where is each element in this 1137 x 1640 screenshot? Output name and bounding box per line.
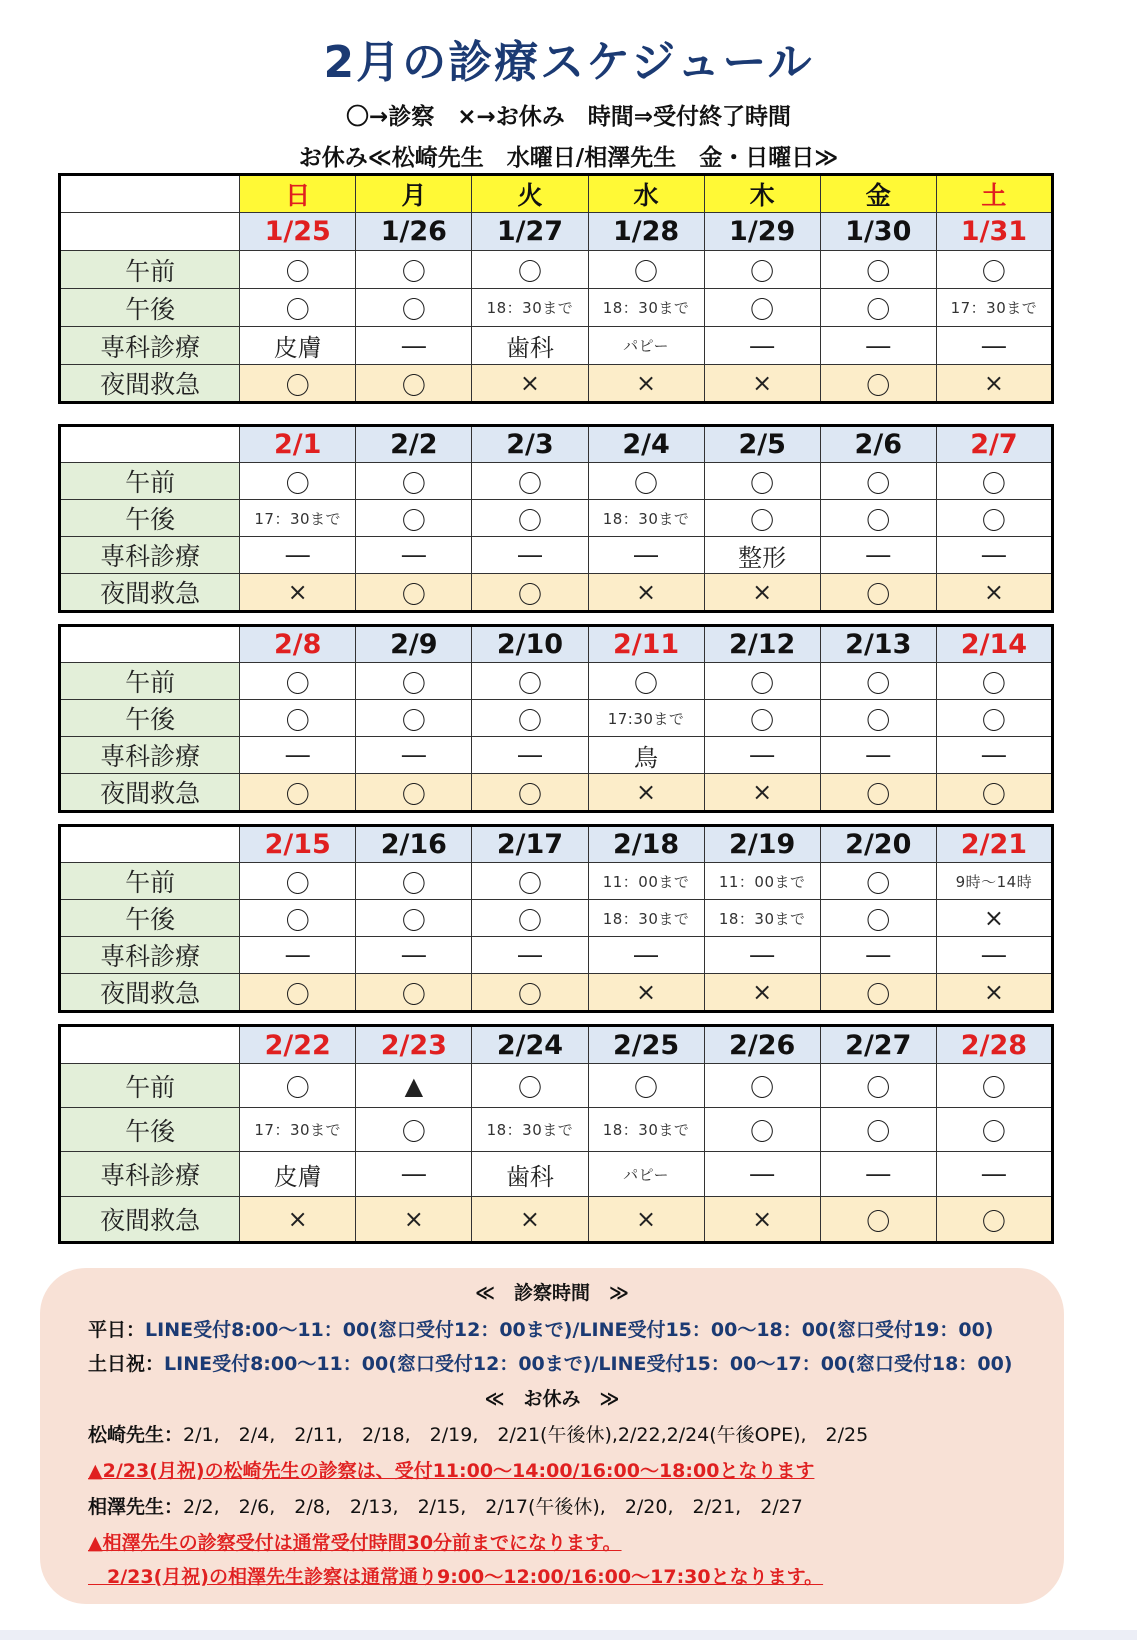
row-label: 専科診療 — [60, 327, 240, 365]
holiday-label: 土日祝： — [88, 1353, 165, 1375]
date-row — [60, 626, 1053, 663]
schedule-cell: 〇 — [472, 974, 588, 1012]
date-cell: 1/31 — [936, 213, 1052, 251]
schedule-cell: 〇 — [588, 251, 704, 289]
schedule-cell: 〇 — [820, 774, 936, 812]
aizawa-note-1: ▲相澤先生の診察受付は通常受付時間30分前までになります。 — [88, 1532, 622, 1554]
schedule-cell: ― — [240, 737, 356, 774]
date-cell: 2/2 — [356, 426, 472, 463]
schedule-cell: × — [704, 774, 820, 812]
schedule-cell: ― — [820, 537, 936, 574]
schedule-cell: 〇 — [704, 700, 820, 737]
info-box — [40, 1268, 1064, 1604]
weekday-header-row — [60, 175, 1053, 213]
schedule-cell: 〇 — [356, 700, 472, 737]
schedule-cell: 〇 — [472, 251, 588, 289]
schedule-cell: ― — [704, 1152, 820, 1197]
corner-cell — [60, 426, 240, 463]
schedule-row-special — [60, 737, 1053, 774]
schedule-cell: 〇 — [356, 774, 472, 812]
aizawa-off-days — [88, 1492, 803, 1519]
row-label: 夜間救急 — [60, 1197, 240, 1243]
date-cell: 2/13 — [820, 626, 936, 663]
schedule-cell: 〇 — [936, 500, 1052, 537]
schedule-cell: 〇 — [936, 663, 1052, 700]
schedule-cell: 18：30まで — [588, 289, 704, 327]
schedule-cell: 皮膚 — [240, 327, 356, 365]
schedule-cell: ― — [936, 537, 1052, 574]
schedule-cell: 18：30まで — [472, 1108, 588, 1152]
schedule-cell: 〇 — [240, 863, 356, 900]
date-cell: 2/9 — [356, 626, 472, 663]
date-cell: 2/24 — [472, 1026, 588, 1064]
week-table — [58, 173, 1054, 404]
schedule-cell: 18：30まで — [588, 500, 704, 537]
date-cell: 2/23 — [356, 1026, 472, 1064]
row-label: 午前 — [60, 463, 240, 500]
schedule-cell: 歯科 — [472, 1152, 588, 1197]
schedule-cell: ― — [356, 937, 472, 974]
bottom-strip — [0, 1630, 1137, 1640]
schedule-cell: 〇 — [820, 365, 936, 403]
holiday-hours — [88, 1349, 1012, 1376]
schedule-cell: 〇 — [240, 251, 356, 289]
date-cell: 1/25 — [240, 213, 356, 251]
weekday-cell: 水 — [588, 175, 704, 213]
schedule-cell: × — [704, 974, 820, 1012]
schedule-cell: 〇 — [356, 365, 472, 403]
schedule-row-pm — [60, 900, 1053, 937]
schedule-cell: 〇 — [820, 863, 936, 900]
weekday-cell: 火 — [472, 175, 588, 213]
date-cell: 2/12 — [704, 626, 820, 663]
date-row — [60, 213, 1053, 251]
schedule-cell: 17：30まで — [936, 289, 1052, 327]
schedule-cell: 〇 — [356, 574, 472, 612]
schedule-cell: ― — [240, 537, 356, 574]
schedule-cell: 〇 — [820, 289, 936, 327]
schedule-row-pm — [60, 1108, 1053, 1152]
schedule-cell: 〇 — [356, 1108, 472, 1152]
schedule-cell: 〇 — [240, 1064, 356, 1108]
schedule-cell: 9時～14時 — [936, 863, 1052, 900]
date-cell: 2/20 — [820, 826, 936, 863]
schedule-cell: 〇 — [820, 700, 936, 737]
schedule-cell: × — [588, 1197, 704, 1243]
date-cell: 2/4 — [588, 426, 704, 463]
schedule-cell: 〇 — [472, 900, 588, 937]
row-label: 専科診療 — [60, 937, 240, 974]
weekday-label: 平日： — [88, 1319, 146, 1341]
date-cell: 2/18 — [588, 826, 704, 863]
schedule-cell: 〇 — [356, 251, 472, 289]
date-cell: 2/19 — [704, 826, 820, 863]
date-cell: 2/26 — [704, 1026, 820, 1064]
date-cell: 1/30 — [820, 213, 936, 251]
schedule-cell: パピー — [588, 327, 704, 365]
date-row — [60, 1026, 1053, 1064]
schedule-cell: 〇 — [472, 700, 588, 737]
date-cell: 2/17 — [472, 826, 588, 863]
schedule-cell: 11：00まで — [704, 863, 820, 900]
row-label: 夜間救急 — [60, 365, 240, 403]
schedule-cell: × — [936, 974, 1052, 1012]
matsuzaki-label: 松崎先生： — [88, 1424, 184, 1446]
date-cell: 1/27 — [472, 213, 588, 251]
schedule-cell: ▲ — [356, 1064, 472, 1108]
schedule-cell: × — [472, 1197, 588, 1243]
schedule-cell: 17:30まで — [588, 700, 704, 737]
weekday-hours — [88, 1315, 993, 1342]
date-cell: 2/16 — [356, 826, 472, 863]
schedule-row-special — [60, 537, 1053, 574]
schedule-cell: × — [356, 1197, 472, 1243]
schedule-cell: 〇 — [820, 974, 936, 1012]
schedule-cell: 〇 — [356, 289, 472, 327]
schedule-cell: 〇 — [472, 774, 588, 812]
row-label: 専科診療 — [60, 1152, 240, 1197]
schedule-cell: 11：00まで — [588, 863, 704, 900]
schedule-cell: ― — [472, 537, 588, 574]
date-cell: 2/7 — [936, 426, 1052, 463]
schedule-cell: ― — [472, 737, 588, 774]
row-label: 夜間救急 — [60, 574, 240, 612]
schedule-cell: 〇 — [240, 365, 356, 403]
schedule-cell: × — [588, 574, 704, 612]
schedule-cell: 〇 — [240, 289, 356, 327]
schedule-cell: パピー — [588, 1152, 704, 1197]
schedule-cell: 〇 — [356, 500, 472, 537]
schedule-cell: 〇 — [704, 463, 820, 500]
schedule-cell: 皮膚 — [240, 1152, 356, 1197]
schedule-cell: 〇 — [356, 463, 472, 500]
schedule-cell: 17：30まで — [240, 500, 356, 537]
schedule-row-am — [60, 663, 1053, 700]
row-label: 午後 — [60, 700, 240, 737]
date-cell: 1/29 — [704, 213, 820, 251]
weekday-text: LINE受付8:00～11：00(窓口受付12：00まで)/LINE受付15：00～18：00(窓口受付19：00) — [145, 1319, 994, 1341]
schedule-row-am — [60, 863, 1053, 900]
schedule-cell: 〇 — [588, 463, 704, 500]
schedule-cell: ― — [936, 937, 1052, 974]
schedule-cell: 鳥 — [588, 737, 704, 774]
schedule-row-night — [60, 1197, 1053, 1243]
schedule-cell: 〇 — [936, 1064, 1052, 1108]
schedule-cell: × — [588, 974, 704, 1012]
schedule-cell: 〇 — [820, 500, 936, 537]
aizawa-text: 2/2, 2/6, 2/8, 2/13, 2/15, 2/17(午後休), 2/20, 2/21, 2/27 — [183, 1496, 803, 1518]
date-cell: 2/25 — [588, 1026, 704, 1064]
date-cell: 2/1 — [240, 426, 356, 463]
schedule-cell: 〇 — [240, 463, 356, 500]
schedule-row-pm — [60, 500, 1053, 537]
doctor-days-off-legend: お休み≪松崎先生 水曜日/相澤先生 金・日曜日≫ — [298, 145, 839, 171]
date-cell: 2/22 — [240, 1026, 356, 1064]
page-title: 2月の診療スケジュール — [323, 37, 814, 88]
weekday-cell: 月 — [356, 175, 472, 213]
schedule-cell: 〇 — [704, 1064, 820, 1108]
week-table — [58, 824, 1054, 1013]
schedule-cell: ― — [936, 327, 1052, 365]
schedule-cell: 〇 — [820, 463, 936, 500]
schedule-cell: 〇 — [936, 774, 1052, 812]
date-cell: 2/5 — [704, 426, 820, 463]
schedule-cell: × — [588, 365, 704, 403]
schedule-cell: 〇 — [472, 500, 588, 537]
corner-cell — [60, 1026, 240, 1064]
schedule-cell: ― — [356, 537, 472, 574]
weekday-cell: 日 — [240, 175, 356, 213]
schedule-cell: ― — [356, 737, 472, 774]
matsuzaki-text: 2/1, 2/4, 2/11, 2/18, 2/19, 2/21(午後休),2/22,2/24(午後OPE), 2/25 — [183, 1424, 869, 1446]
schedule-cell: 〇 — [820, 1064, 936, 1108]
row-label: 夜間救急 — [60, 974, 240, 1012]
row-label: 午前 — [60, 663, 240, 700]
schedule-cell: 歯科 — [472, 327, 588, 365]
matsuzaki-off-days — [88, 1420, 868, 1447]
schedule-cell: ― — [936, 1152, 1052, 1197]
schedule-row-pm — [60, 700, 1053, 737]
schedule-cell: × — [936, 365, 1052, 403]
corner-cell — [60, 213, 240, 251]
date-cell: 2/8 — [240, 626, 356, 663]
schedule-cell: × — [704, 365, 820, 403]
matsuzaki-note: ▲2/23(月祝)の松崎先生の診察は、受付11:00～14:00/16:00～18:00となります — [88, 1460, 815, 1482]
date-cell: 2/11 — [588, 626, 704, 663]
date-cell: 1/28 — [588, 213, 704, 251]
schedule-row-pm — [60, 289, 1053, 327]
schedule-cell: × — [704, 1197, 820, 1243]
schedule-cell: ― — [820, 1152, 936, 1197]
schedule-cell: × — [704, 574, 820, 612]
schedule-cell: ― — [588, 937, 704, 974]
symbol-legend: 〇→診察 ×→お休み 時間⇒受付終了時間 — [345, 104, 792, 130]
schedule-cell: ― — [936, 737, 1052, 774]
schedule-cell: 〇 — [472, 1064, 588, 1108]
row-label: 午後 — [60, 500, 240, 537]
schedule-row-special — [60, 937, 1053, 974]
week-table — [58, 624, 1054, 813]
schedule-row-am — [60, 1064, 1053, 1108]
schedule-cell: 〇 — [356, 900, 472, 937]
date-cell: 2/15 — [240, 826, 356, 863]
schedule-cell: ― — [704, 737, 820, 774]
date-cell: 2/6 — [820, 426, 936, 463]
date-row — [60, 826, 1053, 863]
schedule-cell: 18：30まで — [588, 900, 704, 937]
schedule-cell: 〇 — [704, 663, 820, 700]
schedule-cell: 〇 — [240, 774, 356, 812]
schedule-cell: ― — [820, 327, 936, 365]
schedule-row-night — [60, 774, 1053, 812]
schedule-row-special — [60, 327, 1053, 365]
date-cell: 2/14 — [936, 626, 1052, 663]
schedule-cell: 17：30まで — [240, 1108, 356, 1152]
schedule-row-special — [60, 1152, 1053, 1197]
weekday-cell: 土 — [936, 175, 1052, 213]
schedule-cell: 〇 — [472, 574, 588, 612]
schedule-cell: ― — [704, 327, 820, 365]
row-label: 午後 — [60, 289, 240, 327]
schedule-cell: ― — [356, 1152, 472, 1197]
schedule-row-night — [60, 974, 1053, 1012]
schedule-cell: 〇 — [356, 863, 472, 900]
schedule-cell: ― — [472, 937, 588, 974]
schedule-cell: × — [936, 900, 1052, 937]
corner-cell — [60, 175, 240, 213]
schedule-cell: 〇 — [936, 1197, 1052, 1243]
schedule-cell: 〇 — [820, 251, 936, 289]
schedule-cell: × — [588, 774, 704, 812]
row-label: 午前 — [60, 251, 240, 289]
schedule-cell: ― — [240, 937, 356, 974]
schedule-cell: 〇 — [356, 974, 472, 1012]
schedule-cell: 〇 — [356, 663, 472, 700]
schedule-cell: 〇 — [704, 1108, 820, 1152]
schedule-cell: 〇 — [936, 251, 1052, 289]
schedule-cell: 〇 — [704, 289, 820, 327]
row-label: 午前 — [60, 1064, 240, 1108]
row-label: 午後 — [60, 1108, 240, 1152]
schedule-row-am — [60, 463, 1053, 500]
row-label: 専科診療 — [60, 737, 240, 774]
schedule-cell: ― — [356, 327, 472, 365]
schedule-cell: 18：30まで — [588, 1108, 704, 1152]
aizawa-note-2: 2/23(月祝)の相澤先生診察は通常通り9:00～12:00/16:00～17:30となります。 — [88, 1566, 824, 1588]
schedule-cell: 〇 — [240, 700, 356, 737]
off-heading: ≪ お休み ≫ — [484, 1388, 620, 1410]
row-label: 午後 — [60, 900, 240, 937]
schedule-row-night — [60, 574, 1053, 612]
schedule-cell: 〇 — [240, 974, 356, 1012]
schedule-cell: × — [472, 365, 588, 403]
schedule-cell: ― — [588, 537, 704, 574]
date-cell: 2/10 — [472, 626, 588, 663]
week-table — [58, 424, 1054, 613]
schedule-cell: 〇 — [936, 1108, 1052, 1152]
weekday-cell: 木 — [704, 175, 820, 213]
row-label: 午前 — [60, 863, 240, 900]
schedule-cell: 〇 — [820, 900, 936, 937]
schedule-cell: 〇 — [588, 1064, 704, 1108]
schedule-cell: 〇 — [704, 500, 820, 537]
schedule-cell: 18：30まで — [472, 289, 588, 327]
schedule-cell: 〇 — [704, 251, 820, 289]
schedule-cell: 〇 — [820, 1197, 936, 1243]
row-label: 専科診療 — [60, 537, 240, 574]
holiday-text: LINE受付8:00～11：00(窓口受付12：00まで)/LINE受付15：00～17：00(窓口受付18：00) — [164, 1353, 1013, 1375]
date-cell: 2/21 — [936, 826, 1052, 863]
schedule-cell: 〇 — [472, 863, 588, 900]
week-table — [58, 1024, 1054, 1244]
aizawa-label: 相澤先生： — [88, 1496, 184, 1518]
date-cell: 2/28 — [936, 1026, 1052, 1064]
schedule-row-night — [60, 365, 1053, 403]
schedule-cell: 整形 — [704, 537, 820, 574]
row-label: 夜間救急 — [60, 774, 240, 812]
schedule-cell: ― — [704, 937, 820, 974]
schedule-cell: 18：30まで — [704, 900, 820, 937]
date-cell: 1/26 — [356, 213, 472, 251]
corner-cell — [60, 826, 240, 863]
weekday-cell: 金 — [820, 175, 936, 213]
schedule-cell: 〇 — [240, 900, 356, 937]
schedule-row-am — [60, 251, 1053, 289]
schedule-cell: 〇 — [936, 463, 1052, 500]
schedule-cell: ― — [820, 937, 936, 974]
date-cell: 2/3 — [472, 426, 588, 463]
schedule-cell: × — [240, 1197, 356, 1243]
corner-cell — [60, 626, 240, 663]
hours-heading: ≪ 診察時間 ≫ — [475, 1282, 629, 1304]
schedule-cell: 〇 — [588, 663, 704, 700]
date-row — [60, 426, 1053, 463]
schedule-cell: 〇 — [936, 700, 1052, 737]
schedule-cell: × — [240, 574, 356, 612]
schedule-cell: 〇 — [820, 1108, 936, 1152]
schedule-cell: 〇 — [240, 663, 356, 700]
schedule-cell: 〇 — [820, 663, 936, 700]
schedule-cell: 〇 — [820, 574, 936, 612]
schedule-cell: × — [936, 574, 1052, 612]
schedule-cell: 〇 — [472, 463, 588, 500]
schedule-cell: 〇 — [472, 663, 588, 700]
schedule-cell: ― — [820, 737, 936, 774]
date-cell: 2/27 — [820, 1026, 936, 1064]
